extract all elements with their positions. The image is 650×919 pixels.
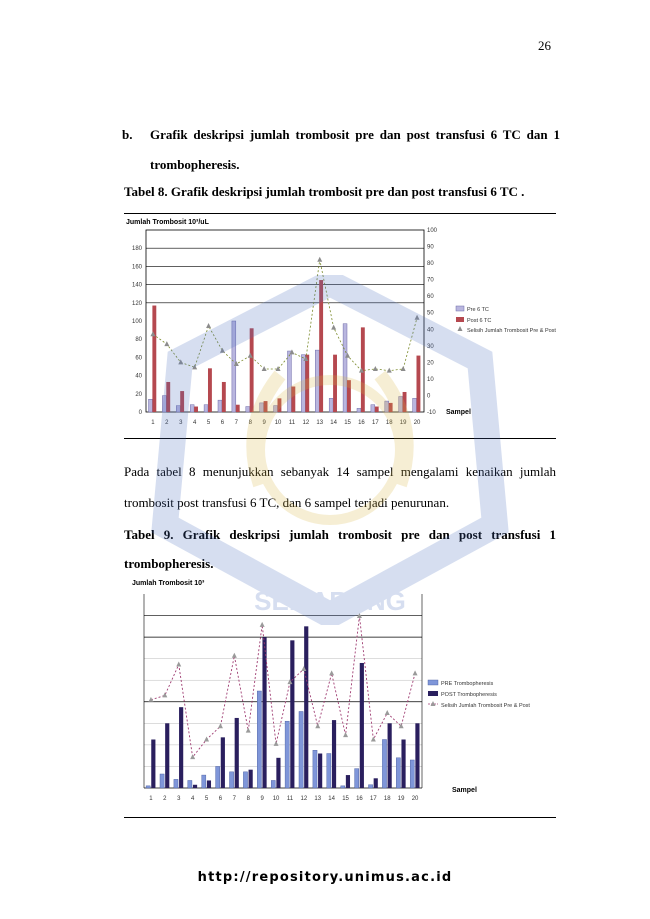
marker-selisih (274, 741, 279, 746)
legend-swatch-post (428, 691, 438, 696)
x-tick-label: 12 (302, 420, 310, 426)
bar-post-trombopheresis (235, 718, 239, 788)
table-9-bottom-rule (124, 817, 556, 818)
legend-label-pre: PRE Trombopheresis (441, 681, 494, 687)
bar-post-trombopheresis (346, 775, 350, 788)
x-tick-label: 12 (300, 796, 308, 802)
marker-selisih (315, 723, 320, 728)
marker-selisih (246, 728, 251, 733)
y-tick-label: 180 (131, 246, 142, 253)
bar-pre-trombopheresis (327, 754, 331, 788)
x-tick-label: 7 (234, 420, 239, 426)
bar-pre-trombopheresis (313, 750, 317, 788)
bar-post-trombopheresis (304, 626, 308, 788)
bar-pre-trombopheresis (299, 711, 303, 788)
table-8-caption: Tabel 8. Grafik deskripsi jumlah trombosit pre dan post transfusi 6 TC . (124, 184, 525, 199)
x-tick-label: 7 (232, 796, 237, 802)
y2-tick-label: 0 (427, 393, 431, 400)
x-tick-label: 1 (151, 420, 155, 426)
footer-url: http://repository.unimus.ac.id (197, 870, 453, 885)
bar-post-trombopheresis (249, 770, 253, 788)
bar-post-trombopheresis (290, 640, 294, 788)
marker-selisih (162, 692, 167, 697)
y2-tick-label: 50 (427, 310, 434, 317)
x-tick-label: 10 (274, 420, 282, 426)
legend-label-selisih: Selisih Jumlah Trombosit Pre & Post (441, 703, 530, 709)
y-axis-label: Jumlah Trombosit 10³ (132, 580, 205, 587)
marker-selisih (371, 737, 376, 742)
marker-selisih (317, 257, 322, 262)
marker-selisih (218, 723, 223, 728)
marker-selisih (329, 670, 334, 675)
y-tick-label: 40 (135, 373, 142, 380)
bar-pre-trombopheresis (160, 774, 164, 788)
bar-pre-trombopheresis (146, 786, 150, 788)
y-tick-label: 100 (131, 319, 142, 325)
university-seal-watermark (150, 275, 510, 625)
x-tick-label: 20 (413, 420, 421, 426)
x-tick-label: 11 (288, 420, 296, 426)
x-tick-label: 19 (397, 796, 405, 802)
x-tick-label: 14 (330, 420, 337, 426)
x-tick-label: 9 (262, 420, 266, 426)
marker-selisih (176, 662, 181, 667)
bar-post-trombopheresis (332, 720, 336, 788)
bar-post-trombopheresis (401, 740, 405, 789)
y2-tick-label: 80 (427, 261, 434, 268)
bar-pre-trombopheresis (257, 691, 261, 788)
x-axis-label: Sampel (452, 787, 477, 794)
y2-tick-label: 60 (427, 294, 434, 301)
y2-tick-label: 40 (427, 327, 434, 334)
y-tick-label: 160 (131, 264, 142, 271)
table-9-caption-line2: trombopheresis. (124, 556, 214, 571)
bar-post-trombopheresis (165, 723, 169, 788)
x-tick-label: 10 (272, 796, 280, 802)
x-tick-label: 4 (190, 796, 195, 802)
y-tick-label: 80 (135, 337, 142, 344)
y2-tick-label: 30 (427, 343, 434, 350)
y-tick-label: 120 (131, 300, 142, 307)
x-tick-label: 2 (165, 420, 169, 426)
x-axis-label: Sampel (446, 409, 471, 416)
y2-tick-label: 100 (427, 228, 438, 234)
x-tick-label: 20 (411, 796, 419, 802)
legend-swatch-pre (428, 680, 438, 685)
bar-pre-trombopheresis (355, 769, 359, 788)
x-tick-label: 18 (385, 420, 393, 426)
x-tick-label: 13 (314, 796, 322, 802)
y2-tick-label: 70 (427, 277, 434, 284)
bar-pre-trombopheresis (174, 779, 178, 788)
marker-selisih (232, 653, 237, 658)
watermark-text: SEMARANG (254, 586, 406, 616)
bar-post-trombopheresis (179, 707, 183, 788)
y2-tick-label: 10 (427, 376, 434, 383)
x-tick-label: 17 (372, 420, 379, 426)
y2-tick-label: -10 (427, 410, 436, 416)
y-axis-label: Jumlah Trombosit 10³/uL (126, 219, 209, 226)
bar-pre-trombopheresis (229, 772, 233, 788)
table-9-caption-line1: Tabel 9. Grafik deskripsi jumlah trombosit pre dan post transfusi 1 (124, 527, 556, 542)
x-tick-label: 3 (177, 796, 181, 802)
marker-selisih (343, 732, 348, 737)
legend-label-post: POST Trombopheresis (441, 692, 497, 698)
bar-post-trombopheresis (207, 780, 211, 788)
marker-selisih (385, 710, 390, 715)
x-tick-label: 17 (370, 796, 377, 802)
legend-label-pre: Pre 6 TC (467, 307, 489, 313)
x-tick-label: 6 (218, 796, 223, 802)
bar-pre-trombopheresis (285, 721, 289, 788)
bar-pre-trombopheresis (341, 786, 345, 788)
x-tick-label: 19 (399, 420, 407, 426)
bar-post-trombopheresis (360, 663, 364, 788)
bar-pre-trombopheresis (368, 785, 372, 788)
y2-tick-label: 20 (427, 360, 434, 367)
x-tick-label: 2 (163, 796, 167, 802)
bar-pre-trombopheresis (188, 780, 192, 788)
section-heading-number: b. (122, 127, 133, 142)
paragraph-line1: Pada tabel 8 menunjukkan sebanyak 14 sampel mengalami kenaikan jumlah (124, 464, 556, 479)
bar-post-trombopheresis (151, 740, 155, 789)
legend-label-selisih: Selisih Jumlah Trombosit Pre & Post (467, 328, 556, 334)
x-tick-label: 3 (179, 420, 183, 426)
y-tick-label: 140 (131, 282, 142, 289)
x-tick-label: 15 (342, 796, 349, 802)
x-tick-label: 8 (246, 796, 250, 802)
paragraph-line2: trombosit post transfusi 6 TC, dan 6 sampel terjadi penurunan. (124, 495, 450, 510)
y-tick-label: 20 (135, 391, 142, 398)
x-tick-label: 1 (149, 796, 153, 802)
bar-post-trombopheresis (193, 785, 197, 788)
x-tick-label: 15 (344, 420, 351, 426)
bar-pre-trombopheresis (202, 775, 206, 788)
marker-selisih (204, 737, 209, 742)
x-tick-label: 4 (192, 420, 197, 426)
x-tick-label: 16 (358, 420, 365, 426)
y-tick-label: 0 (138, 410, 142, 416)
y2-tick-label: 90 (427, 244, 434, 251)
bar-post-trombopheresis (374, 778, 378, 788)
x-tick-label: 14 (328, 796, 335, 802)
y-tick-label: 60 (135, 355, 142, 362)
bar-pre-trombopheresis (216, 766, 220, 788)
bar-post-trombopheresis (318, 754, 322, 788)
x-tick-label: 9 (260, 796, 264, 802)
section-heading-line2: trombopheresis. (150, 157, 240, 172)
bar-post-trombopheresis (221, 737, 225, 788)
x-tick-label: 6 (220, 420, 225, 426)
legend-label-post: Post 6 TC (467, 318, 492, 324)
x-tick-label: 8 (248, 420, 252, 426)
bar-post-trombopheresis (388, 723, 392, 788)
x-tick-label: 5 (206, 420, 211, 426)
bar-pre-trombopheresis (243, 772, 247, 788)
x-tick-label: 11 (286, 796, 294, 802)
x-tick-label: 18 (383, 796, 391, 802)
legend-marker-selisih (431, 701, 436, 706)
bar-post-trombopheresis (415, 723, 419, 788)
x-tick-label: 16 (356, 796, 363, 802)
x-tick-label: 5 (204, 796, 209, 802)
page-number: 26 (538, 38, 551, 53)
bar-pre-trombopheresis (382, 740, 386, 789)
bar-pre-trombopheresis (410, 760, 414, 788)
bar-pre-trombopheresis (396, 758, 400, 788)
bar-pre-trombopheresis (271, 780, 275, 788)
section-heading-line1: Grafik deskripsi jumlah trombosit pre dan post transfusi 6 TC dan 1 (150, 127, 560, 142)
marker-selisih (413, 670, 418, 675)
bar-post-trombopheresis (276, 758, 280, 788)
x-tick-label: 13 (316, 420, 324, 426)
